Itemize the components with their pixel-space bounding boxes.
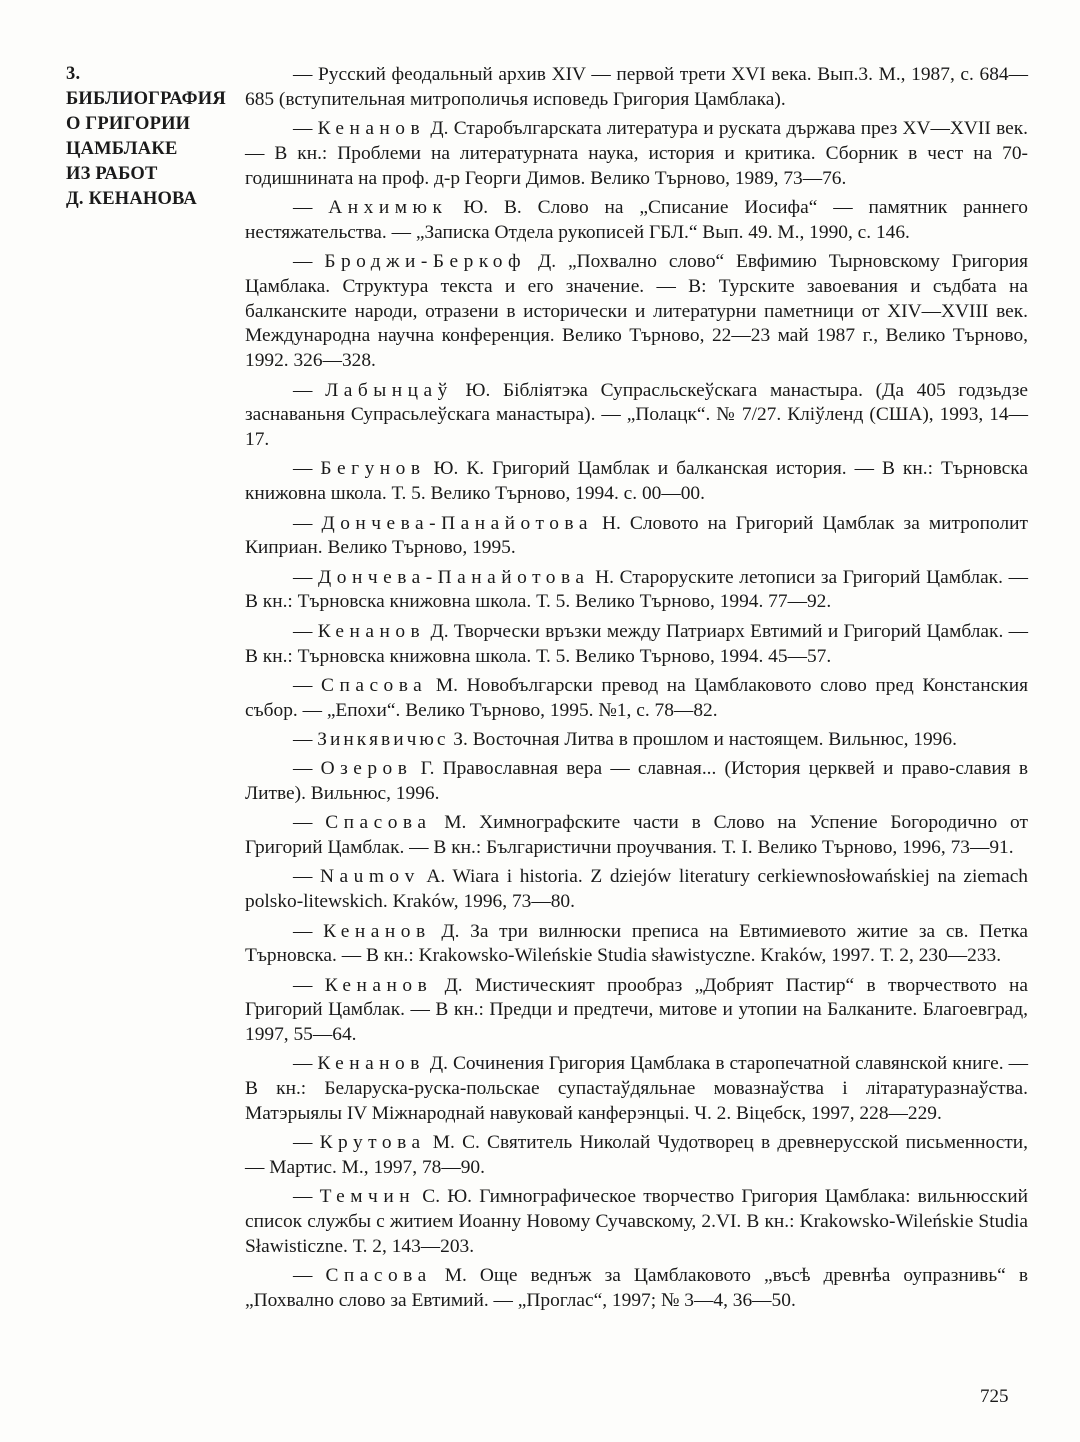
page-number: 725 xyxy=(980,1386,1009,1407)
entry-text: С. Ю. Гимнографическое творчество Григория Цамблака: вильнюсский список службы с житием Иоанну Новому Сучавскому, 2.VI. В кн.: Krakowsko-Wileńskie Studia Sławisticzne. Т. 2, 143—203. xyxy=(245,1186,1028,1258)
entry-author: Крутова xyxy=(319,1132,426,1154)
section-title-line: ИЗ РАБОТ xyxy=(66,164,158,184)
entry-author: Лабынцаў xyxy=(325,379,453,401)
entry-author: Кенанов xyxy=(317,1053,425,1075)
bibliography-entry: — Кенанов Д. Старобългарската литература и руската държава през XV—XVII век. — В кн.: Проблеми на литературната наука, история и критика. Сборник в чест на 70-годишнината на проф. д-р Георги Димов. Велико Търново, 1989, 73—76. xyxy=(245,118,1028,189)
entry-text: Д. Старобългарската литература и руската държава през XV—XVII век. — В кн.: Проблеми на литературната наука, история и критика. Сборник в чест на 70-годишнината на проф. д-р Георги Димов. Велико Търново, 1989, 73—76. xyxy=(245,118,1028,189)
entry-text: Ю. Бібліятэка Супрасльскеўскага манастыра. (Да 405 годзьдзе заснаваньня Супрасьлеўскага манастыра). — „Полацк“. № 7/27. Кліўленд (США), 1993, 14—17. xyxy=(245,379,1028,451)
entry-author: Кенанов xyxy=(317,118,426,140)
bibliography-entry xyxy=(245,63,1028,113)
entry-text: Д. Творчески връзки между Патриарх Евтимий и Григорий Цамблак. — В кн.: Търновска книжовна школа. Т. 5. Велико Търново, 1994. 45—57. xyxy=(245,620,1028,667)
entry-author: Кенанов xyxy=(323,920,431,942)
entry-text: — Русский феодальный архив XIV — первой трети XVI века. Вып.3. М., 1987, с. 684—685 (вступительная митрополичья исповедь Григория Цамблака). xyxy=(245,64,1028,110)
entry-text: З. Восточная Литва в прошлом и настоящем. Вильнюс, 1996. xyxy=(453,728,957,750)
bibliography-entry: — Кенанов Д. За три вилнюски преписа на Евтимиевото житие за св. Петка Търновска. — В кн.: Krakowsko-Wileńskie Studia sławistyczne. Kraków, 1997. Т. 2, 230—233. xyxy=(245,920,1028,967)
bibliography-entry: — Кенанов Д. Сочинения Григория Цамблака в старопечатной славянской книге. — В кн.: Беларуска-руска-польскае супастаўдяльнае мовазнаўства і літаратуразнаўства. Матэрыялы IV Міжнароднай навуковай канферэнцыі. Ч. 2. Віцебск, 1997, 228—229. xyxy=(245,1053,1028,1125)
bibliography-entry: — Naumov A. Wiara i historia. Z dziejów literatury cerkiewnosłowańskiej na ziemach polsko-litewskich. Kraków, 1996, 73—80. xyxy=(245,866,1028,913)
bibliography-entry: — Дончева-Панайотова Н. Словото на Григорий Цамблак за митрополит Киприан. Велико Търново, 1995. xyxy=(245,512,1028,559)
entry-author: Дончева-Панайотова xyxy=(321,512,593,534)
entry-author: Спасова xyxy=(325,1265,432,1287)
entry-text: Н. Словото на Григорий Цамблак за митрополит Киприан. Велико Търново, 1995. xyxy=(245,512,1028,559)
bibliography-entry: — Крутова М. С. Святитель Николай Чудотворец в древнерусской письменности, — Мартис. М., 1997, 78—90. xyxy=(245,1132,1029,1179)
entry-text: Д. „Похвално слово“ Евфимию Тырновскому Григория Цамблака. Структура текста и его значение. — В: Турските завоевания и съдбата на балканските народи, отразени в исторически и литературни паметници от XIV—XVIII век. Международна научна конференция. Велико Търново, 22—23 май 1987 г., Велико Търново, 1992. 326—328. xyxy=(245,251,1028,372)
entry-text: Г. Православная вера — славная... (История церквей и право-славия в Литве). Вильнюс, 1996. xyxy=(245,758,1028,805)
bibliography-entry: — Кенанов Д. Творчески връзки между Патриарх Евтимий и Григорий Цамблак. — В кн.: Търновска книжовна школа. Т. 5. Велико Търново, 1994. 45—57. xyxy=(245,620,1028,667)
bibliography-entry: — Лабынцаў Ю. Бібліятэка Супрасльскеўскага манастыра. (Да 405 годзьдзе заснаваньня Супрасьлеўскага манастыра). — „Полацк“. № 7/27. Кліўленд (США), 1993, 14—17. xyxy=(245,379,1028,451)
bibliography-entry: — Кенанов Д. Мистическият прообраз „Добрият Пастир“ в творчеството на Григорий Цамблак. — В кн.: Предци и предтечи, митове и утопии на Балканите. Благоевград, 1997, 55—64. xyxy=(245,974,1028,1046)
entry-text: М. С. Святитель Николай Чудотворец в древнерусской письменности, — Мартис. М., 1997, 78—90. xyxy=(245,1132,1029,1179)
entry-author: Зинкявичюс xyxy=(317,728,449,750)
section-title-line: О ГРИГОРИИ xyxy=(66,114,191,134)
entry-text: Н. Староруските летописи за Григорий Цамблак. — В кн.: Търновска книжовна школа. Т. 5. Велико Търново, 1994. 77—92. xyxy=(245,566,1028,613)
bibliography-entry: — Спасова М. Химнографските части в Слово на Успение Богородично от Григорий Цамблак. — В кн.: Българистични проучвания. Т. I. Велико Търново, 1996, 73—91. xyxy=(245,812,1028,859)
entry-text: Ю. К. Григорий Цамблак и балканская история. — В кн.: Търновска книжовна школа. Т. 5. Велико Търново, 1994. с. 00—00. xyxy=(245,458,1028,505)
section-title-line: ЦАМБЛАКЕ xyxy=(66,139,178,159)
entry-text: A. Wiara i historia. Z dziejów literatury cerkiewnosłowańskiej na ziemach polsko-litewskich. Kraków, 1996, 73—80. xyxy=(245,866,1028,913)
entry-author: Naumov xyxy=(320,866,420,888)
section-heading xyxy=(66,62,242,212)
entry-author: Озеров xyxy=(320,758,413,780)
entry-author: Спасова xyxy=(321,674,428,696)
section-title-line: Д. КЕНАНОВА xyxy=(66,189,197,209)
bibliography-entry: — Бегунов Ю. К. Григорий Цамблак и балканская история. — В кн.: Търновска книжовна школа. Т. 5. Велико Търново, 1994. с. 00—00. xyxy=(245,458,1028,505)
entry-author: Броджи-Беркоф xyxy=(324,251,527,273)
bibliography-entry: — Броджи-Беркоф Д. „Похвално слово“ Евфимию Тырновскому Григория Цамблака. Структура текста и его значение. — В: Турските завоевания и съдбата на балканските народи, отразени в исторически и литературни паметници от XIV—XVIII век. Международна научна конференция. Велико Търново, 22—23 май 1987 г., Велико Търново, 1992. 326—328. xyxy=(245,251,1028,372)
entry-text: М. Още веднъж за Цамблаковото „въсѣ древнѣа оупразнивь“ в „Похвално слово за Евтимий. — „Проглас“, 1997; № 3—4, 36—50. xyxy=(245,1265,1028,1312)
section-number: 3. xyxy=(66,64,81,84)
bibliography-entry: — Спасова М. Новобългарски превод на Цамблаковото слово пред Констанския събор. — „Епохи“. Велико Търново, 1995. №1, с. 78—82. xyxy=(245,674,1028,721)
entry-text: Ю. В. Слово на „Списание Иосифа“ — памятник раннего нестяжательства. — „Записка Отдела рукописей ГБЛ.“ Вып. 49. М., 1990, с. 146. xyxy=(245,196,1028,243)
bibliography-entry: — Анхимюк Ю. В. Слово на „Списание Иосифа“ — памятник раннего нестяжательства. — „Записка Отдела рукописей ГБЛ.“ Вып. 49. М., 1990, с. 146. xyxy=(245,196,1028,243)
entry-text: Д. Мистическият прообраз „Добрият Пастир“ в творчеството на Григорий Цамблак. — В кн.: Предци и предтечи, митове и утопии на Балканите. Благоевград, 1997, 55—64. xyxy=(245,974,1028,1046)
bibliography-entry: — Озеров Г. Православная вера — славная... (История церквей и право-славия в Литве). Вильнюс, 1996. xyxy=(245,758,1028,805)
entry-author: Бегунов xyxy=(320,458,426,480)
entry-author: Дончева-Панайотова xyxy=(318,566,590,588)
section-title-line: БИБЛИОГРАФИЯ xyxy=(66,89,226,109)
bibliography-entry: — Спасова М. Още веднъж за Цамблаковото „въсѣ древнѣа оупразнивь“ в „Похвално слово за Евтимий. — „Проглас“, 1997; № 3—4, 36—50. xyxy=(245,1265,1028,1312)
bibliography-list xyxy=(245,63,1028,1318)
entry-author: Спасова xyxy=(325,812,432,834)
bibliography-entry: — Темчин С. Ю. Гимнографическое творчество Григория Цамблака: вильнюсский список службы с житием Иоанну Новому Сучавскому, 2.VI. В кн.: Krakowsko-Wileńskie Studia Sławisticzne. Т. 2, 143—203. xyxy=(245,1186,1028,1258)
bibliography-entry: — Дончева-Панайотова Н. Староруските летописи за Григорий Цамблак. — В кн.: Търновска книжовна школа. Т. 5. Велико Търново, 1994. 77—92. xyxy=(245,566,1028,613)
bibliography-entry: — Зинкявичюс З. Восточная Литва в прошлом и настоящем. Вильнюс, 1996. xyxy=(293,728,957,750)
entry-text: Д. Сочинения Григория Цамблака в старопечатной славянской книге. — В кн.: Беларуска-руска-польскае супастаўдяльнае мовазнаўства і літаратуразнаўства. Матэрыялы IV Міжнароднай навуковай канферэнцыі. Ч. 2. Віцебск, 1997, 228—229. xyxy=(245,1053,1028,1125)
entry-author: Кенанов xyxy=(317,620,426,642)
entry-text: М. Химнографските части в Слово на Успение Богородично от Григорий Цамблак. — В кн.: Българистични проучвания. Т. I. Велико Търново, 1996, 73—91. xyxy=(245,812,1028,859)
entry-text: Д. За три вилнюски преписа на Евтимиевото житие за св. Петка Търновска. — В кн.: Krakowsko-Wileńskie Studia sławistyczne. Kraków, 1997. Т. 2, 230—233. xyxy=(245,920,1028,967)
entry-author: Темчин xyxy=(319,1186,416,1208)
entry-author: Кенанов xyxy=(324,974,433,996)
entry-author: Анхимюк xyxy=(328,196,448,218)
entry-text: М. Новобългарски превод на Цамблаковото слово пред Констанския събор. — „Епохи“. Велико Търново, 1995. №1, с. 78—82. xyxy=(245,674,1028,721)
